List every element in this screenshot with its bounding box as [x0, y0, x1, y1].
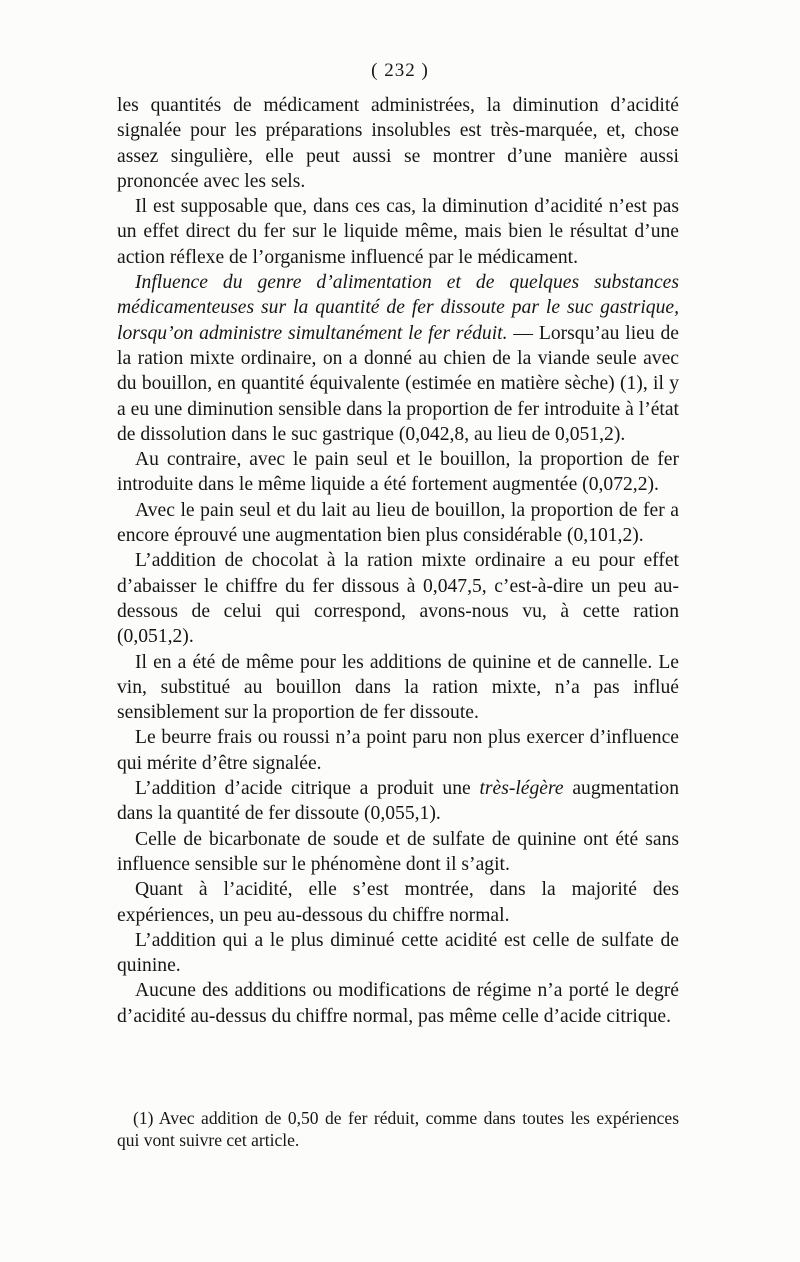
paragraph-p13 [117, 978, 679, 1029]
body-text [117, 93, 679, 1029]
page-number: ( 232 ) [371, 60, 429, 81]
paragraph-p11 [117, 877, 679, 928]
paragraph-p2 [117, 194, 679, 270]
paragraph-p6 [117, 548, 679, 649]
paragraph-text: Le beurre frais ou roussi n’a point paru non plus exercer d’influence qui mérite d’être signalée. [117, 727, 679, 774]
paragraph-p8 [117, 725, 679, 776]
italic-text: Influence du genre d’alimentation et de quelques substances médicamenteuses sur la quantité de fer dissoute par le suc gastrique, lorsqu’on administre simultanément le fer réduit. [117, 272, 679, 344]
paragraph-p4 [117, 447, 679, 498]
paragraph-text: L’addition d’acide citrique a produit une [135, 778, 480, 800]
paragraph-text: — Lorsqu’au lieu de la ration mixte ordinaire, on a donné au chien de la viande seule avec du bouillon, en quantité équivalente (estimée en matière sèche) (1), il y a eu une diminution sensible dans la proportion de fer introduite à l’état de dissolution dans le suc gastrique (0,042,8, au lieu de 0,051,2). [117, 322, 679, 445]
paragraph-p7 [117, 650, 679, 726]
paragraph-text: Il en a été de même pour les additions de quinine et de cannelle. Le vin, substitué au bouillon dans la ration mixte, n’a pas influé sensiblement sur la proportion de fer dissoute. [117, 651, 679, 724]
paragraph-text: Au contraire, avec le pain seul et le bouillon, la proportion de fer introduite dans le même liquide a été fortement augmentée (0,072,2). [117, 449, 679, 496]
paragraph-p12 [117, 928, 679, 979]
paragraph-text: Avec le pain seul et du lait au lieu de bouillon, la proportion de fer a encore éprouvé une augmentation bien plus considérable (0,101,2). [117, 499, 679, 547]
footnote [117, 1107, 679, 1151]
italic-text: très-légère [479, 778, 564, 800]
paragraph-text: les quantités de médicament administrées, la diminution d’acidité signalée pour les préparations insolubles est très-marquée, et, chose assez singulière, elle peut aussi se montrer d’une manière aussi prononcée avec les sels. [117, 95, 679, 192]
paragraph-p1 [117, 93, 679, 194]
footnote-text: (1) Avec addition de 0,50 de fer réduit, comme dans toutes les expériences qui vont suivre cet article. [117, 1108, 679, 1150]
paragraph-text: Quant à l’acidité, elle s’est montrée, dans la majorité des expériences, un peu au-dessous du chiffre normal. [117, 879, 679, 926]
paragraph-p3 [117, 270, 679, 447]
paragraph-text: augmentation dans la quantité de fer dissoute (0,055,1). [117, 778, 679, 825]
paragraph-text: Il est supposable que, dans ces cas, la diminution d’acidité n’est pas un effet direct du fer sur le liquide même, mais bien le résultat d’une action réflexe de l’organisme influencé par le médicament. [117, 196, 679, 268]
paragraph-p10 [117, 827, 679, 878]
paragraph-p9 [117, 776, 679, 827]
paragraph-text: L’addition de chocolat à la ration mixte ordinaire a eu pour effet d’abaisser le chiffre du fer dissous à 0,047,5, c’est-à-dire un peu au-dessous de celui qui correspond, avons-nous vu, à cette ration (0,051,2). [117, 550, 679, 648]
paragraph-p5 [117, 498, 679, 549]
paragraph-text: Aucune des additions ou modifications de régime n’a porté le degré d’acidité au-dessus du chiffre normal, pas même celle d’acide citrique. [117, 980, 679, 1027]
paragraph-text: L’addition qui a le plus diminué cette acidité est celle de sulfate de quinine. [117, 929, 679, 977]
paragraph-text: Celle de bicarbonate de soude et de sulfate de quinine ont été sans influence sensible sur le phénomène dont il s’agit. [117, 828, 679, 875]
